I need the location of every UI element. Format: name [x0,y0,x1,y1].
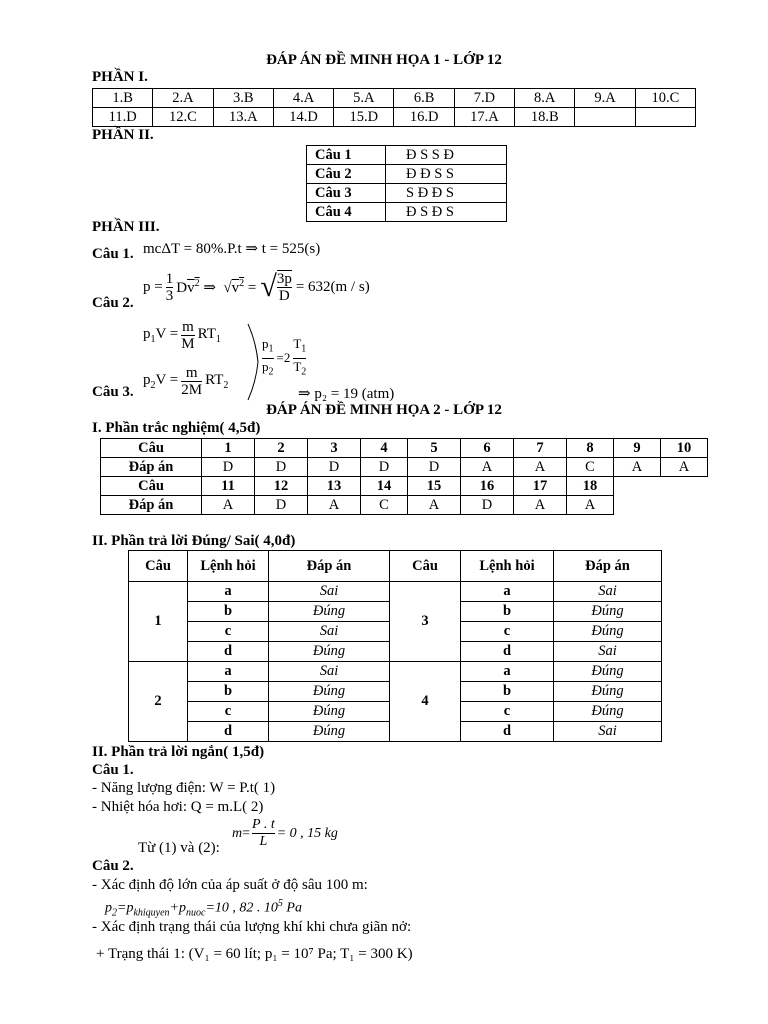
table-cell [635,108,695,127]
table-cell: A [202,496,255,515]
table-cell: A [308,496,361,515]
table-cell: A [614,458,661,477]
table-cell: Đ Đ S S [386,165,507,184]
table-cell: a [188,662,269,682]
sqrt-symbol: √ [260,270,277,303]
table-cell: Đúng [269,702,390,722]
table-cell: 12.C [153,108,213,127]
c2-line3: + Trạng thái 1: (V₁ = 60 lít; p₁ = 10⁷ Pa; T₁ = 300 K) [96,946,413,962]
table-cell: b [461,602,554,622]
table-cell: 8 [567,439,614,458]
table-cell: D [202,458,255,477]
p-symbol: p = [143,278,163,295]
c2-pressure-formula: $p_2=p_{khiquyen}+p_{nuoc}=10$ , 82 . $10^5$ Pa [105,898,302,919]
table-cell: d [188,642,269,662]
table-cell: 5.A [334,89,394,108]
table-cell: 1.B [93,89,153,108]
table-cell: Đáp án [269,551,390,582]
table-cell: a [461,582,554,602]
table-cell: A [514,458,567,477]
table-cell: Sai [554,642,662,662]
table-cell: 8.A [515,89,575,108]
c2-line1: - Xác định độ lớn của áp suất ở độ sâu 100 m: [92,877,368,893]
table-cell: 9.A [575,89,635,108]
c1-label: Câu 1. [92,762,134,778]
table-cell: d [461,642,554,662]
table-cell: Đáp án [101,458,202,477]
table-row [101,458,708,477]
table-row [307,165,507,184]
table-row [101,477,708,496]
table-row [101,496,708,515]
table-row [307,203,507,222]
table-cell: Câu 4 [307,203,386,222]
table-row [93,89,696,108]
part3-label: II. Phần trả lời ngắn( 1,5đ) [92,744,265,760]
table-cell: Sai [554,722,662,742]
table-cell: 14 [361,477,408,496]
table-cell: Đ S Đ S [386,203,507,222]
table-cell: A [661,458,708,477]
table-cell: 3 [390,582,461,662]
c2-label: Câu 2. [92,858,134,874]
table-cell: A [461,458,514,477]
table-cell: 3 [308,439,361,458]
table-cell: b [188,682,269,702]
table-cell [575,108,635,127]
table-cell: Sai [554,582,662,602]
table-cell: b [188,602,269,622]
table-cell: 17.A [454,108,514,127]
table-cell: Đúng [269,722,390,742]
table-cell: 7.D [454,89,514,108]
table-cell: C [567,458,614,477]
c1-line3: Từ (1) và (2): [138,840,220,856]
table-cell: D [255,496,308,515]
cau2-result: = 632(m / s) [295,278,370,295]
table-cell: D [255,458,308,477]
table-cell: 16 [461,477,514,496]
table-cell: 2.A [153,89,213,108]
table-cell: A [514,496,567,515]
table-cell: Đáp án [101,496,202,515]
table-cell: 3.B [213,89,273,108]
table-cell: Câu 1 [307,146,386,165]
table-cell: 2 [129,662,188,742]
table-row [93,108,696,127]
table-cell: S Đ Đ S [386,184,507,203]
part1-label: I. Phần trắc nghiệm( 4,5đ) [92,420,261,436]
table-row [307,146,507,165]
table-cell: 13 [308,477,361,496]
table-cell: 10 [661,439,708,458]
table-cell: 4 [390,662,461,742]
cau3-formula: $p_1V$ = $\frac{m}{M}$ $RT_1$ $p_2V$ = $\frac{m}{2M}$ $RT_2$ [143,318,229,398]
table-cell: 18 [567,477,614,496]
table-cell: Đúng [554,622,662,642]
phan1-table [92,88,696,127]
fraction-3p-over-d: $\frac{3p}{D}$ [276,271,292,304]
table-cell: C [361,496,408,515]
phan2-label: PHẦN II. [92,127,154,143]
table-cell: 1 [202,439,255,458]
table-row [129,551,662,582]
table-cell: Lệnh hỏi [461,551,554,582]
table-cell: 17 [514,477,567,496]
table-cell: 15.D [334,108,394,127]
table-cell: c [461,702,554,722]
table-cell: Câu 2 [307,165,386,184]
table-cell: 11.D [93,108,153,127]
table-cell: Sai [269,582,390,602]
table-cell: d [461,722,554,742]
phan1-label: PHẦN I. [92,69,148,85]
table-cell: Đúng [554,682,662,702]
brace-icon [246,322,262,402]
part2-label: II. Phần trả lời Đúng/ Sai( 4,0đ) [92,533,296,549]
table-cell: Câu [101,477,202,496]
table-cell: Sai [269,662,390,682]
cau2-label: Câu 2. [92,295,134,311]
table-cell: Câu 3 [307,184,386,203]
table-cell: D [308,458,361,477]
table-cell: a [188,582,269,602]
cau3-label: Câu 3. [92,384,134,400]
table-cell: 6 [461,439,514,458]
table-row [129,582,662,602]
table-cell: Đúng [269,602,390,622]
cau2-formula [143,264,370,310]
table-cell: Đúng [554,602,662,622]
table-cell: 6.B [394,89,454,108]
table-cell: c [188,702,269,722]
table-row [101,439,708,458]
table-cell: 2 [255,439,308,458]
dv2-term: Dv$^2$ ⇒ $√v^2$ = [176,277,257,296]
table-cell: b [461,682,554,702]
table-cell: a [461,662,554,682]
table-cell: 16.D [394,108,454,127]
table-cell: Lệnh hỏi [188,551,269,582]
cau1-label: Câu 1. [92,246,134,262]
cau3-result: ⇒ p₂ = 19 (atm) [298,386,395,402]
table-cell: 18.B [515,108,575,127]
table-cell: c [188,622,269,642]
table-cell: Đúng [554,702,662,722]
fraction-one-third: $\frac{1}{3}$ [165,270,174,304]
title-de2: ĐÁP ÁN ĐỀ MINH HỌA 2 - LỚP 12 [266,402,502,418]
table-cell: c [461,622,554,642]
table-cell: 4.A [273,89,333,108]
table-cell: D [408,458,461,477]
table-row [129,662,662,682]
table-cell: d [188,722,269,742]
phan2-table [306,145,507,222]
table-cell: Đúng [554,662,662,682]
table-cell: 13.A [213,108,273,127]
part2-table [128,550,662,742]
cau1-expression: mcΔT = 80%.P.t ⇒ t = 525(s) [143,241,321,257]
c1-line1: - Năng lượng điện: W = P.t( 1) [92,780,276,796]
table-cell: 9 [614,439,661,458]
table-cell: 10.C [635,89,695,108]
table-cell: D [461,496,514,515]
table-row [307,184,507,203]
table-cell: Câu [390,551,461,582]
table-cell: D [361,458,408,477]
table-cell: Đúng [269,682,390,702]
ratio-formula: $\frac{p_1}{p_2}$ =2 $\frac{T_1}{T_2}$ [262,336,307,378]
c1-result: = 0 , 15 kg [276,825,338,841]
table-cell: 15 [408,477,461,496]
phan3-label: PHẦN III. [92,219,160,235]
table-cell: 7 [514,439,567,458]
c2-line2: - Xác định trạng thái của lượng khí khi chưa giãn nở: [92,919,412,935]
part1-table [100,438,708,515]
title-de1: ĐÁP ÁN ĐỀ MINH HỌA 1 - LỚP 12 [266,52,502,68]
table-cell: 11 [202,477,255,496]
table-cell: Đáp án [554,551,662,582]
table-cell: Câu [101,439,202,458]
table-cell: Câu [129,551,188,582]
table-cell: 5 [408,439,461,458]
table-cell: A [567,496,614,515]
table-cell: Sai [269,622,390,642]
c1-formula: m = $\frac{P . t}{L}$ = 0 , 15 kg [232,817,338,849]
table-cell: 14.D [273,108,333,127]
table-cell: 4 [361,439,408,458]
table-cell: 1 [129,582,188,662]
table-cell: Đúng [269,642,390,662]
table-cell: 12 [255,477,308,496]
table-cell: A [408,496,461,515]
c1-line2: - Nhiệt hóa hơi: Q = m.L( 2) [92,799,264,815]
table-cell: Đ S S Đ [386,146,507,165]
